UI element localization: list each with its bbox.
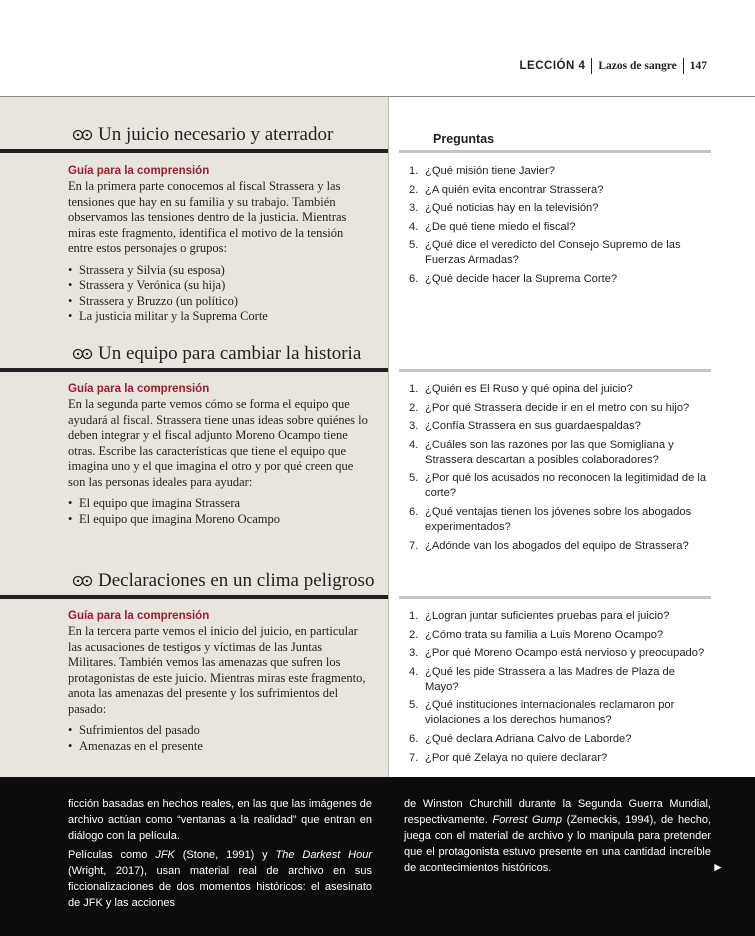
section-rule	[0, 595, 388, 599]
question-list	[409, 609, 709, 769]
question-item: 6. ¿Qué declara Adriana Calvo de Laborde?	[409, 732, 632, 745]
question-text: ¿Por qué los acusados no reconocen la legitimidad de la corte?	[425, 472, 707, 500]
footer-text: Películas como	[68, 849, 156, 861]
bullet-item: • El equipo que imagina Moreno Ocampo	[68, 512, 368, 528]
question-item: 3. ¿Qué noticias hay en la televisión?	[409, 202, 599, 215]
question-text: ¿Logran juntar suficientes pruebas para el juicio?	[425, 610, 670, 622]
section-title	[72, 570, 374, 592]
lesson-label: LECCIÓN 4	[519, 60, 586, 72]
question-text: ¿Adónde van los abogados del equipo de Strassera?	[425, 539, 689, 552]
question-list	[409, 164, 709, 291]
question-item: 4. ¿Cuáles son las razones por las que Somigliana y Strassera descartan a posibles colaboradores?	[409, 438, 709, 468]
page-number: 147	[689, 60, 707, 72]
footer-right-column	[404, 796, 711, 879]
film-title: JFK	[155, 849, 175, 861]
section-title-text: Un juicio necesario y aterrador	[98, 124, 334, 145]
question-item: 1. ¿Quién es El Ruso y qué opina del juicio?	[409, 383, 633, 395]
question-text: ¿Qué ventajas tienen los jóvenes sobre los abogados experimentados?	[425, 505, 692, 533]
bullet-item: • Sufrimientos del pasado	[68, 723, 368, 739]
section-rule	[0, 368, 388, 372]
film-reel-icon	[72, 347, 94, 361]
questions-rule	[399, 596, 711, 599]
question-list	[409, 382, 709, 557]
footer-text: de Winston Churchill durante la Segunda Guerra Mundial, respectivamente.	[404, 798, 711, 826]
question-text: ¿Qué noticias hay en la televisión?	[425, 202, 599, 215]
question-text: ¿De qué tiene miedo el fiscal?	[425, 220, 576, 233]
question-text: ¿Qué dice el veredicto del Consejo Supremo de las Fuerzas Armadas?	[425, 239, 681, 267]
film-reel-icon	[72, 574, 94, 588]
footer-paragraph	[404, 796, 711, 876]
question-text: ¿Cómo trata su familia a Luis Moreno Ocampo?	[425, 628, 664, 641]
guide-text: En la tercera parte vemos el inicio del juicio, en particular las acusaciones de testigos y víctimas de las Juntas Militares. También vemos las amenazas que sufren los protagonistas de este juicio. Mientras miras este fragmento, anota las amenazas del presente y los sufrimientos del pasado:	[68, 624, 366, 716]
question-item: 5. ¿Por qué los acusados no reconocen la legitimidad de la corte?	[409, 471, 709, 501]
questions-rule	[399, 150, 711, 153]
bullet-item: • Strassera y Verónica (su hija)	[68, 278, 368, 294]
guide-bullets	[68, 496, 368, 527]
question-item: 6. ¿Qué ventajas tienen los jóvenes sobre los abogados experimentados?	[409, 505, 709, 535]
film-reel-icon	[72, 128, 94, 142]
section-title-text: Declaraciones en un clima peligroso	[98, 570, 375, 591]
question-item: 3. ¿Por qué Moreno Ocampo está nervioso y preocupado?	[409, 647, 705, 660]
question-text: ¿Qué instituciones internacionales reclamaron por violaciones a los derechos humanos?	[425, 699, 675, 727]
section-title	[72, 343, 361, 365]
footer-panel	[0, 777, 755, 936]
question-item: 1. ¿Qué misión tiene Javier?	[409, 165, 555, 177]
bullet-item: • Amenazas en el presente	[68, 739, 368, 755]
guide-bullets	[68, 723, 368, 754]
bullet-item: • La justicia militar y la Suprema Corte	[68, 309, 368, 325]
question-item: 5. ¿Qué instituciones internacionales reclamaron por violaciones a los derechos humanos?	[409, 698, 709, 728]
bullet-item: • Strassera y Bruzzo (un político)	[68, 294, 368, 310]
questions-rule	[399, 369, 711, 372]
question-text: ¿Quién es El Ruso y qué opina del juicio?	[425, 383, 633, 395]
section-title-text: Un equipo para cambiar la historia	[98, 343, 362, 364]
question-text: ¿A quién evita encontrar Strassera?	[425, 183, 604, 196]
question-item: 7. ¿Adónde van los abogados del equipo de Strassera?	[409, 539, 689, 552]
guide-title: Guía para la comprensión	[68, 383, 210, 395]
lesson-title: Lazos de sangre	[598, 60, 677, 72]
guide-title: Guía para la comprensión	[68, 165, 210, 177]
footer-text: (Stone, 1991) y	[174, 849, 276, 861]
question-item: 3. ¿Confía Strassera en sus guardaespaldas?	[409, 420, 641, 433]
page-header	[520, 58, 707, 74]
question-text: ¿Qué declara Adriana Calvo de Laborde?	[425, 732, 632, 745]
question-item: 7. ¿Por qué Zelaya no quiere declarar?	[409, 751, 608, 764]
question-item: 2. ¿Cómo trata su familia a Luis Moreno Ocampo?	[409, 628, 664, 641]
question-text: ¿Qué misión tiene Javier?	[425, 165, 555, 177]
question-item: 4. ¿Qué les pide Strassera a las Madres de Plaza de Mayo?	[409, 665, 709, 695]
guide-title: Guía para la comprensión	[68, 610, 210, 622]
question-text: ¿Qué decide hacer la Suprema Corte?	[425, 272, 618, 285]
footer-left-column	[68, 796, 372, 914]
section-title	[72, 124, 333, 146]
section-rule	[0, 149, 388, 153]
question-item: 1. ¿Logran juntar suficientes pruebas para el juicio?	[409, 610, 670, 622]
film-title: Forrest Gump	[492, 814, 562, 826]
comprehension-guide	[68, 382, 368, 527]
question-item: 6. ¿Qué decide hacer la Suprema Corte?	[409, 272, 618, 285]
question-item: 4. ¿De qué tiene miedo el fiscal?	[409, 220, 576, 233]
footer-paragraph	[68, 847, 372, 911]
footer-text: (Wright, 2017), usan material real de archivo en sus ficcionalizaciones de dos momentos históricos: el asesinato de JFK y las acciones	[68, 865, 372, 909]
question-item: 5. ¿Qué dice el veredicto del Consejo Supremo de las Fuerzas Armadas?	[409, 238, 709, 268]
question-text: ¿Por qué Zelaya no quiere declarar?	[425, 751, 608, 764]
comprehension-guide	[68, 164, 368, 325]
column-divider	[388, 97, 389, 777]
questions-heading: Preguntas	[433, 132, 495, 146]
guide-text: En la primera parte conocemos al fiscal Strassera y las tensiones que hay en su familia y su trabajo. También observamos las tensiones dentro de la justicia. Mientras miras este fragmento, identifica el motivo de la tensión entre estos personajes o grupos:	[68, 179, 347, 255]
question-text: ¿Qué les pide Strassera a las Madres de Plaza de Mayo?	[425, 665, 675, 693]
guide-text: En la segunda parte vemos cómo se forma el equipo que ayudará al fiscal. Strassera tiene unas ideas sobre quiénes lo deben integrar y el fiscal adjunto Moreno Ocampo tiene otras. Escribe las características que tiene el equipo que imagina uno y el que imagina el otro y por qué creen que son las personas ideales para ayudar:	[68, 397, 368, 489]
bullet-item: • Strassera y Silvia (su esposa)	[68, 263, 368, 279]
next-page-arrow-icon[interactable]: ►	[712, 860, 724, 874]
guide-bullets	[68, 263, 368, 325]
question-text: ¿Por qué Strassera decide ir en el metro con su hijo?	[425, 401, 690, 414]
question-item: 2. ¿A quién evita encontrar Strassera?	[409, 183, 604, 196]
header-separator	[591, 58, 592, 74]
film-title: The Darkest Hour	[275, 849, 372, 861]
header-separator	[683, 58, 684, 74]
question-item: 2. ¿Por qué Strassera decide ir en el metro con su hijo?	[409, 401, 690, 414]
question-text: ¿Cuáles son las razones por las que Somigliana y Strassera descartan a posibles colaboradores?	[425, 438, 674, 466]
footer-text: (Zemeckis, 1994), de hecho, juega con el material de archivo y lo manipula para pretender que el protagonista estuvo presente en una cantidad increíble de acontecimientos históricos.	[404, 814, 711, 874]
bullet-item: • El equipo que imagina Strassera	[68, 496, 368, 512]
footer-paragraph: ficción basadas en hechos reales, en las que las imágenes de archivo actúan como “ventanas a la realidad” que entran en diálogo con la película.	[68, 798, 372, 842]
comprehension-guide	[68, 609, 368, 754]
question-text: ¿Por qué Moreno Ocampo está nervioso y preocupado?	[425, 647, 705, 660]
question-text: ¿Confía Strassera en sus guardaespaldas?	[425, 420, 641, 433]
